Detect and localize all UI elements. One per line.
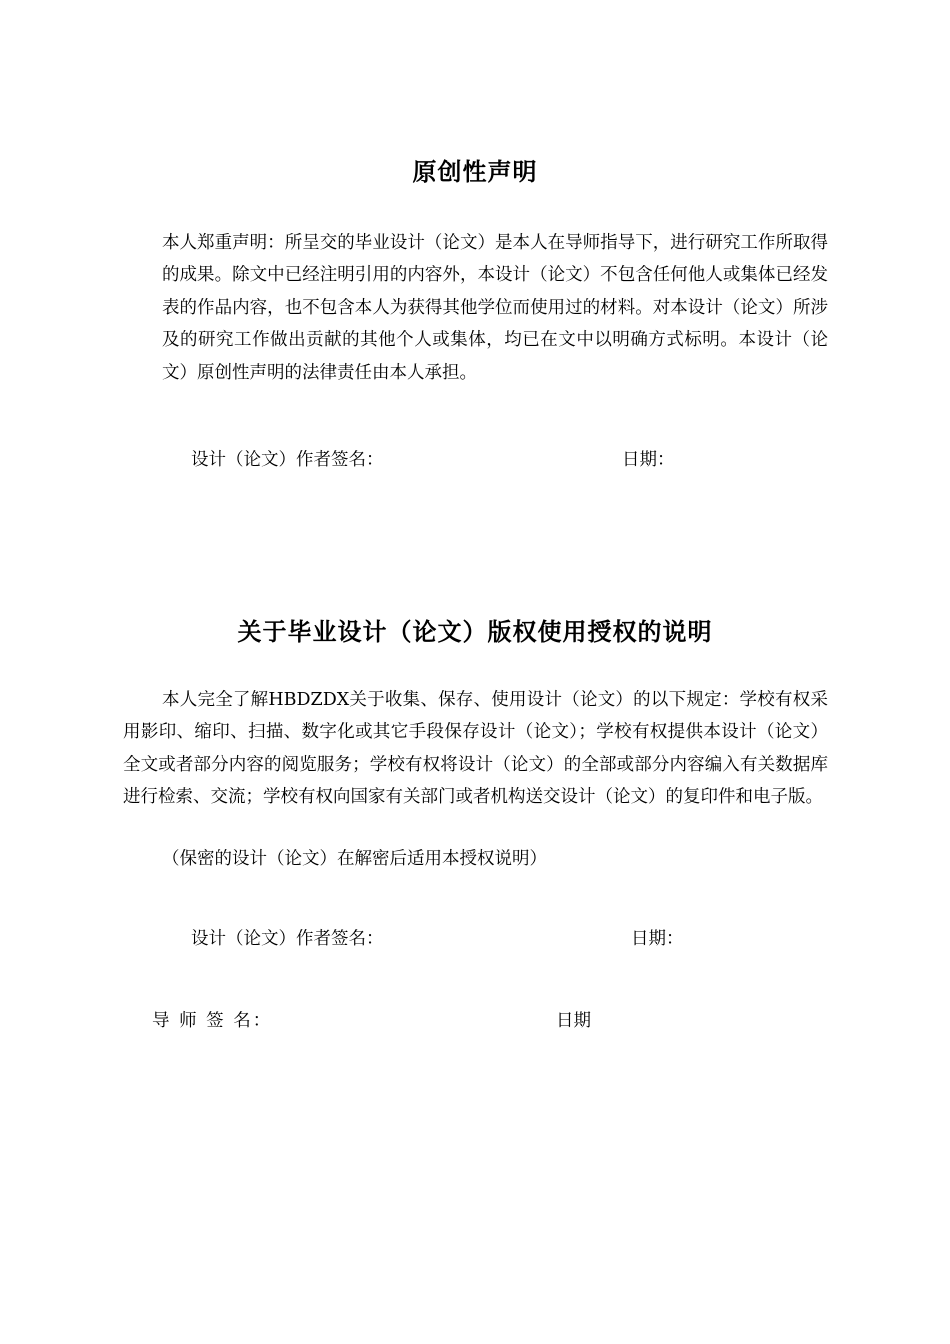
authorization-body: 本人完全了解HBDZDX关于收集、保存、使用设计（论文）的以下规定：学校有权采用影印、缩印、扫描、数字化或其它手段保存设计（论文）；学校有权提供本设计（论文）全文或者部分内容的阅览服务；学校有权将设计（论文）的全部或部分内容编入有关数据库进行检索、交流；学校有权向国家有关部门或者机构送交设计（论文）的复印件和电子版。: [123, 690, 828, 808]
advisor-signature-label: 导 师 签 名：: [152, 1011, 273, 1031]
authorization-title: 关于毕业设计（论文）版权使用授权的说明: [237, 617, 713, 646]
author-signature-label: 设计（论文）作者签名：: [191, 450, 384, 470]
author-signature-label: 设计（论文）作者签名：: [191, 929, 384, 949]
advisor-date-label: 日期: [556, 1011, 591, 1031]
declaration-body: 本人郑重声明：所呈交的毕业设计（论文）是本人在导师指导下，进行研究工作所取得的成果。除文中已经注明引用的内容外，本设计（论文）不包含任何他人或集体已经发表的作品内容，也不包含本人为获得其他学位而使用过的材料。对本设计（论文）所涉及的研究工作做出贡献的其他个人或集体，均已在文中以明确方式标明。本设计（论文）原创性声明的法律责任由本人承担。: [162, 233, 828, 383]
confidentiality-note: （保密的设计（论文）在解密后适用本授权说明）: [162, 849, 547, 869]
declaration-title: 原创性声明: [412, 157, 538, 186]
date-label: 日期：: [631, 929, 684, 949]
date-label: 日期：: [622, 450, 675, 470]
